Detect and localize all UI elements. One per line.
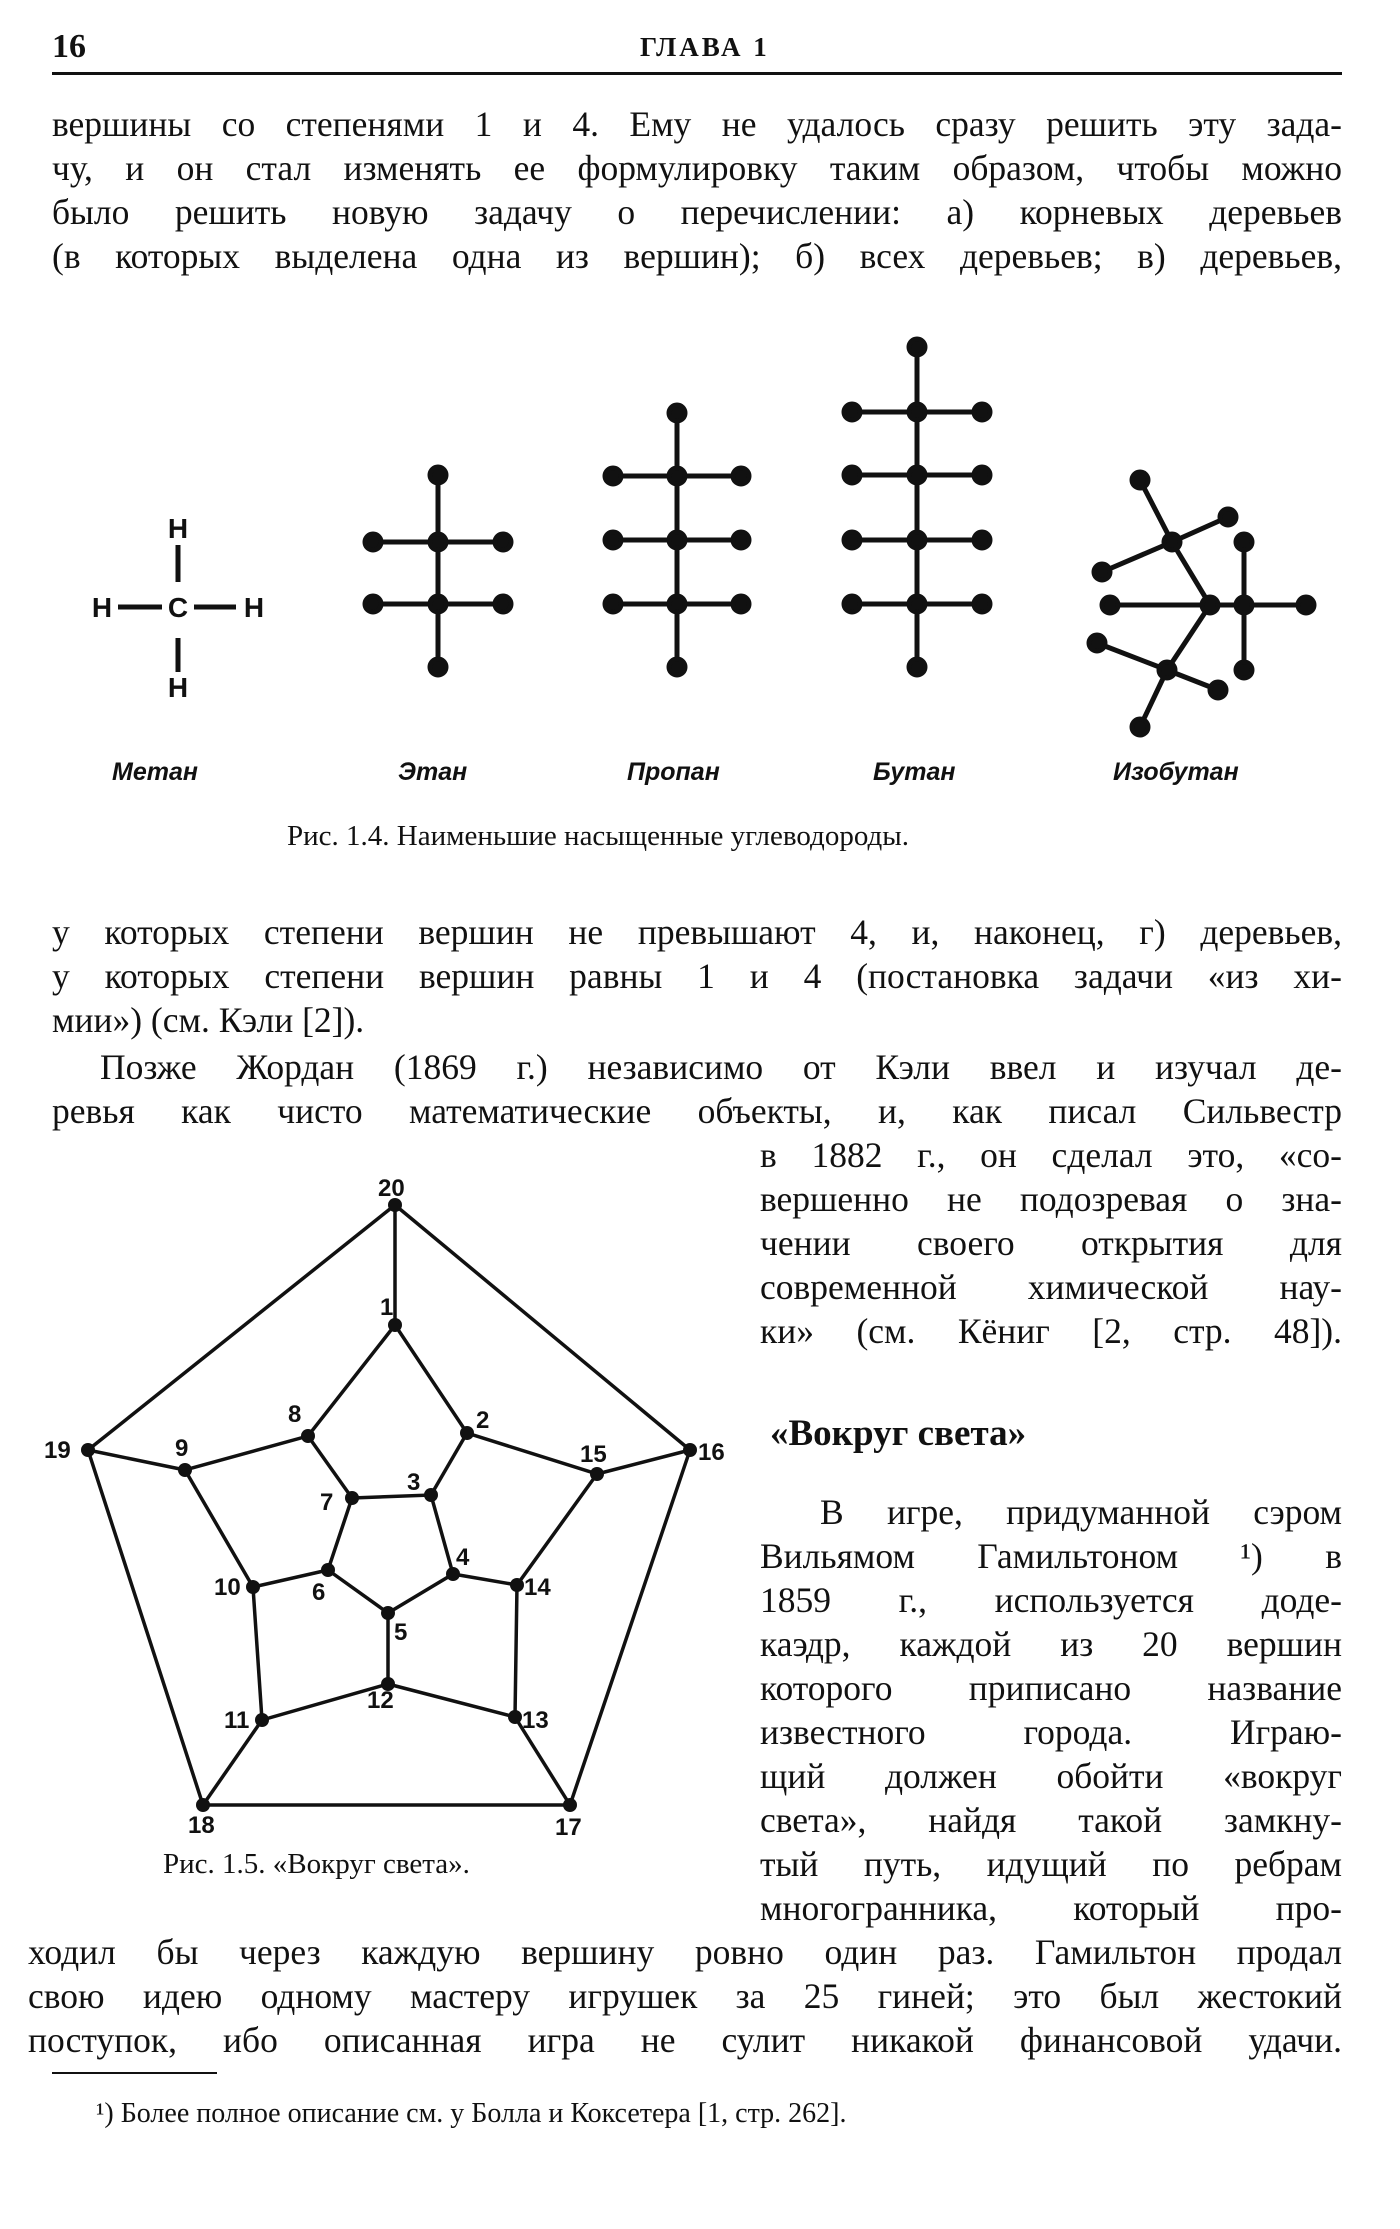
vertex-label-15: 15 — [580, 1441, 607, 1468]
butane-tree — [844, 339, 990, 675]
text-line: ки» (см. Кёниг [2, стр. 48]). — [760, 1311, 1342, 1351]
text-line: чении своего открытия для — [760, 1223, 1342, 1263]
vertex-label-8: 8 — [288, 1401, 302, 1428]
text-line: вершенно не подозревая о зна- — [760, 1179, 1342, 1219]
paragraph-4-wrap — [760, 1490, 1342, 1930]
text-line: 1859 г., используется доде- — [760, 1580, 1342, 1620]
text-line: ревья как чисто математические объекты, и, как писал Сильвестр — [52, 1091, 1342, 1131]
vertex-label-14: 14 — [524, 1574, 551, 1601]
vertex-label-6: 6 — [312, 1579, 326, 1606]
vertex-label-4: 4 — [456, 1544, 470, 1571]
text-line: мии») (см. Кэли [2]). — [52, 1000, 365, 1040]
vertex-label-16: 16 — [698, 1439, 725, 1466]
figure-hydrocarbons — [0, 320, 1400, 790]
text-line: поступок, ибо описанная игра не сулит никакой финансовой удачи. — [28, 2020, 1342, 2060]
methane-atom-h-right: H — [243, 592, 265, 623]
vertex-label-3: 3 — [407, 1469, 421, 1496]
vertex-label-13: 13 — [522, 1707, 549, 1734]
paragraph-1 — [52, 102, 1342, 278]
paragraph-3 — [52, 1045, 1342, 1133]
vertex-label-1: 1 — [380, 1294, 394, 1321]
paragraph-3-wrap — [760, 1133, 1342, 1353]
vertex-label-7: 7 — [320, 1489, 334, 1516]
methane-atom-h-left: H — [91, 592, 113, 623]
page-number: 16 — [52, 28, 86, 65]
label-propane: Пропан — [627, 758, 720, 786]
text-line: свою идею одному мастеру игрушек за 25 гиней; это был жестокий — [28, 1976, 1342, 2016]
vertex-label-2: 2 — [476, 1407, 490, 1434]
text-line: которого приписано название — [760, 1668, 1342, 1708]
text-line: ходил бы через каждую вершину ровно один раз. Гамильтон продал — [28, 1932, 1342, 1972]
text-line: у которых степени вершин равны 1 и 4 (постановка задачи «из хи- — [52, 956, 1342, 996]
paragraph-2 — [52, 910, 1342, 1042]
vertex-label-12: 12 — [367, 1687, 394, 1714]
text-line: у которых степени вершин не превышают 4, и, наконец, г) деревьев, — [52, 912, 1342, 952]
footnote: ¹) Более полное описание см. у Болла и Коксетера [1, стр. 262]. — [96, 2098, 847, 2129]
vertex-label-17: 17 — [555, 1814, 582, 1841]
isobutane-tree — [1089, 472, 1314, 735]
text-line: Позже Жордан (1869 г.) независимо от Кэли ввел и изучал де- — [100, 1047, 1342, 1087]
vertex-label-11: 11 — [224, 1707, 250, 1734]
label-butane: Бутан — [873, 758, 956, 786]
text-line: Вильямом Гамильтоном ¹) в — [760, 1536, 1342, 1576]
figure-dodecahedron-graph — [0, 1160, 740, 1841]
header-rule — [52, 72, 1342, 75]
text-line: (в которых выделена одна из вершин); б) всех деревьев; в) деревьев, — [52, 236, 1342, 276]
text-line: каэдр, каждой из 20 вершин — [760, 1624, 1342, 1664]
text-line: вершины со степенями 1 и 4. Ему не удалось сразу решить эту зада- — [52, 104, 1342, 144]
figure-1-5-caption: Рис. 1.5. «Вокруг света». — [163, 1848, 470, 1880]
label-isobutane: Изобутан — [1113, 758, 1239, 786]
running-header: ГЛАВА 1 — [640, 32, 770, 62]
methane-atom-h-bottom: H — [167, 672, 189, 703]
vertex-label-18: 18 — [188, 1812, 215, 1839]
vertex-label-20: 20 — [378, 1175, 405, 1202]
label-methane: Метан — [112, 758, 198, 786]
text-line: было решить новую задачу о перечислении: а) корневых деревьев — [52, 192, 1342, 232]
section-heading: «Вокруг света» — [770, 1413, 1027, 1454]
methane-atom-h-top: H — [167, 513, 189, 544]
text-line: тый путь, идущий по ребрам — [760, 1844, 1342, 1884]
label-ethane: Этан — [398, 758, 468, 786]
text-line: известного города. Играю- — [760, 1712, 1342, 1752]
text-line: в 1882 г., он сделал это, «со- — [760, 1135, 1342, 1175]
text-line: щий должен обойти «вокруг — [760, 1756, 1342, 1796]
propane-tree — [605, 405, 749, 675]
text-line: света», найдя такой замкну- — [760, 1800, 1342, 1840]
text-line: чу, и он стал изменять ее формулировку таким образом, чтобы можно — [52, 148, 1342, 188]
methane-atom-c: C — [167, 592, 189, 623]
text-line: многогранника, который про- — [760, 1888, 1342, 1928]
vertex-label-9: 9 — [175, 1435, 189, 1462]
paragraph-4-full — [28, 1930, 1342, 2062]
vertex-label-19: 19 — [44, 1437, 71, 1464]
figure-1-4-caption: Рис. 1.4. Наименьшие насыщенные углеводороды. — [287, 820, 909, 852]
ethane-tree — [365, 467, 511, 675]
footnote-rule — [52, 2072, 217, 2074]
text-line: современной химической нау- — [760, 1267, 1342, 1307]
vertex-label-10: 10 — [214, 1574, 241, 1601]
text-line: В игре, придуманной сэром — [820, 1492, 1342, 1532]
vertex-label-5: 5 — [394, 1619, 408, 1646]
